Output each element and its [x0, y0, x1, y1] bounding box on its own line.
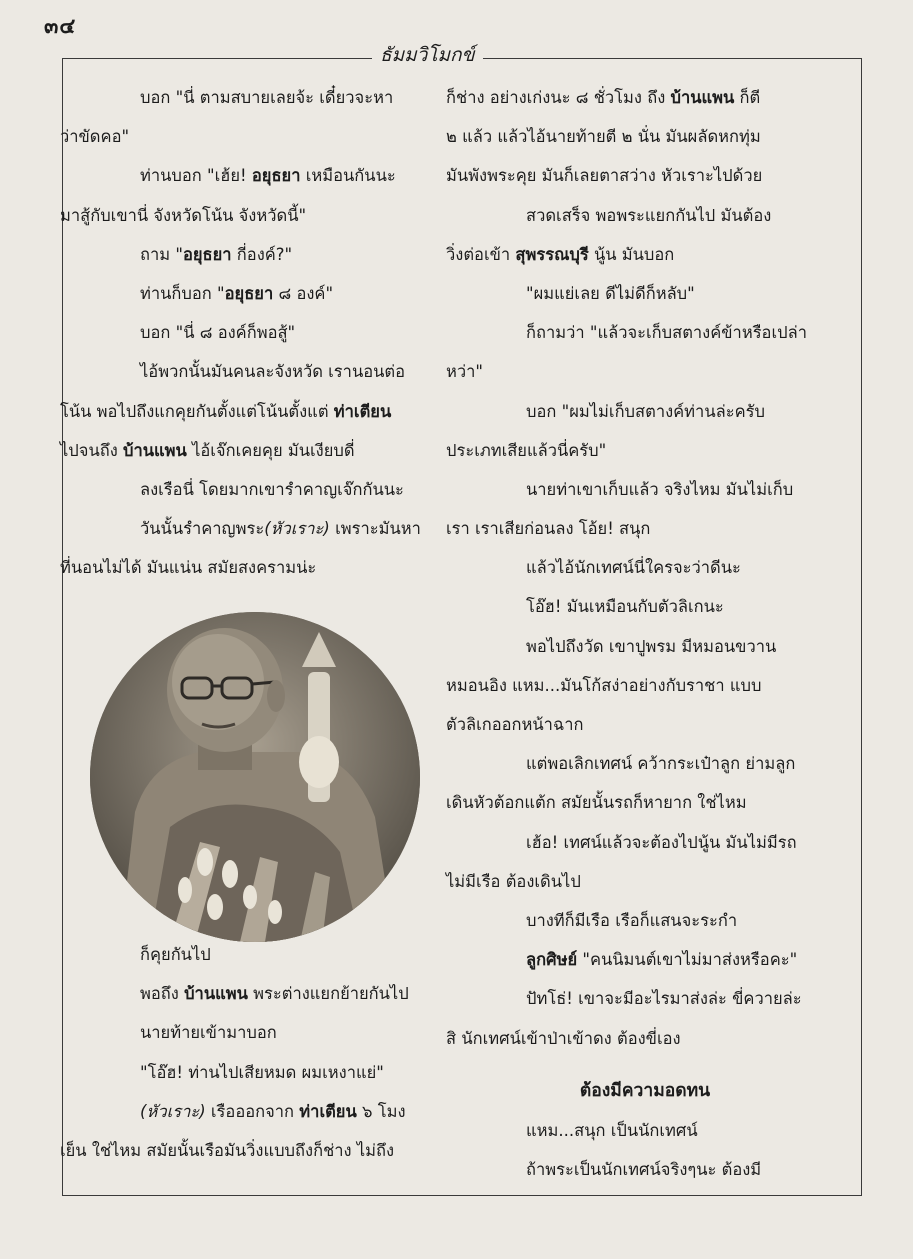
text-line — [446, 979, 844, 1018]
text-line — [446, 548, 844, 587]
text-span: ๘ องค์" — [273, 283, 334, 303]
text-span: ว่าขัดคอ" — [60, 127, 130, 147]
text-line — [60, 156, 436, 195]
text-span: แต่พอเลิกเทศน์ คว้ากระเป๋าลูก ย่ามลูก — [526, 754, 796, 774]
text-line — [60, 974, 436, 1013]
text-line — [60, 470, 436, 509]
text-span: พอถึง — [140, 984, 185, 1004]
text-span: ๖ โมง — [356, 1101, 406, 1121]
text-line — [446, 705, 844, 744]
text-span: ก็ตี — [734, 88, 761, 107]
text-span: ไอ้พวกนั้นมันคนละจังหวัด เรานอนต่อ — [140, 362, 406, 382]
text-span: พระต่างแยกย้ายกันไป — [247, 984, 409, 1004]
monk-photo-icon — [90, 612, 420, 942]
text-line — [60, 117, 436, 156]
bold-text: อยุธยา — [224, 283, 274, 303]
text-span: แหม...สนุก เป็นนักเทศน์ — [526, 1120, 698, 1140]
text-line — [446, 823, 844, 862]
text-line — [446, 274, 844, 313]
text-span: ไม่มีเรือ ต้องเดินไป — [446, 871, 581, 891]
text-line — [446, 235, 844, 274]
text-span: ถ้าพระเป็นนักเทศน์จริงๆนะ ต้องมี — [526, 1160, 762, 1180]
text-line — [446, 862, 844, 901]
bold-text: บ้านแพน — [670, 88, 735, 107]
text-span: ลงเรือนี่ โดยมากเขารำคาญเจ๊กกันนะ — [140, 479, 404, 499]
text-span: วันนั้นรำคาญพระ — [140, 519, 265, 539]
text-line — [60, 935, 436, 974]
bold-text: ท่าเตียน — [333, 401, 392, 421]
text-span: มาสู้กับเขานี่ จังหวัดโน้น จังหวัดนี้" — [60, 205, 307, 225]
text-span: ท่านบอก "เฮ้ย! — [140, 166, 252, 186]
text-span: ตัวลิเกออกหน้าฉาก — [446, 715, 584, 734]
bold-text: บ้านแพน — [123, 440, 187, 460]
text-span: "โอ๊ฮ! ท่านไปเสียหมด ผมเหงาแย่" — [140, 1062, 384, 1082]
text-span: ประเภทเสียแล้วนี่ครับ" — [446, 440, 607, 460]
bold-text: ท่าเตียน — [299, 1101, 357, 1121]
text-line — [60, 313, 436, 352]
bold-text: อยุธยา — [251, 166, 301, 186]
text-line — [446, 431, 844, 470]
text-span: สิ นักเทศน์เข้าป่าเข้าดง ต้องขี่เอง — [446, 1028, 681, 1048]
text-span: ไปจนถึง — [60, 440, 124, 460]
right-column — [446, 78, 844, 1189]
text-span: เฮ้อ! เทศน์แล้วจะต้องไปนู้น มันไม่มีรถ — [526, 832, 797, 852]
text-span: วิ่งต่อเข้า — [446, 244, 516, 264]
text-line — [60, 1092, 436, 1131]
text-line — [446, 1019, 844, 1058]
text-span: ก็คุยกันไป — [140, 945, 211, 964]
text-span: นายท่าเขาเก็บแล้ว จริงไหม มันไม่เก็บ — [526, 479, 794, 499]
text-span: นายท้ายเข้ามาบอก — [140, 1023, 277, 1043]
text-line — [60, 235, 436, 274]
text-span: หว่า" — [446, 362, 483, 382]
text-line — [446, 78, 844, 117]
text-span: ๒ แล้ว แล้วไอ้นายท้ายตี ๒ นั่น มันผลัดหกทุ่ม — [446, 127, 761, 147]
text-line — [446, 1111, 844, 1150]
text-line — [446, 627, 844, 666]
text-span: บางทีก็มีเรือ เรือก็แสนจะระกำ — [526, 910, 738, 930]
page-number: ๓๔ — [44, 14, 77, 38]
text-line — [446, 352, 844, 391]
text-span: เหมือนกันนะ — [300, 166, 396, 186]
text-span: โน้น พอไปถึงแกคุยกันตั้งแต่โน้นตั้งแต่ — [60, 401, 334, 421]
italic-text: (หัวเราะ) — [140, 1101, 206, 1121]
text-line — [446, 587, 844, 626]
text-span: "คนนิมนต์เขาไม่มาส่งหรือคะ" — [577, 950, 798, 970]
running-head: ธัมมวิโมกข์ — [372, 40, 483, 70]
monk-photo — [90, 612, 420, 942]
text-line — [446, 901, 844, 940]
text-line — [60, 392, 436, 431]
bold-text: บ้านแพน — [184, 984, 248, 1004]
text-line — [60, 1013, 436, 1052]
text-span: บอก "นี่ ตามสบายเลยจ้ะ เดี๋ยวจะหา — [140, 88, 394, 107]
text-line — [446, 196, 844, 235]
text-span: มันพังพระคุย มันก็เลยตาสว่าง หัวเราะไปด้วย — [446, 166, 763, 186]
text-line — [446, 783, 844, 822]
italic-text: (หัวเราะ) — [264, 519, 330, 539]
text-span: เย็น ใช่ไหม สมัยนั้นเรือมันวิ่งแบบถึงก็ช่าง ไม่ถึง — [60, 1140, 395, 1160]
text-line — [60, 431, 436, 470]
text-line — [60, 548, 436, 587]
text-span: ก็ช่าง อย่างเก่งนะ ๘ ชั่วโมง ถึง — [446, 88, 671, 107]
text-line — [60, 196, 436, 235]
left-column-bottom — [60, 935, 436, 1170]
text-span: ถาม " — [140, 244, 183, 264]
text-span: เรือออกจาก — [205, 1101, 300, 1121]
text-span: นู้น มันบอก — [588, 244, 675, 264]
text-line — [60, 274, 436, 313]
text-line — [60, 78, 436, 117]
text-line — [446, 117, 844, 156]
text-span: ก็ถามว่า "แล้วจะเก็บสตางค์ข้าหรือเปล่า — [526, 323, 807, 343]
section-heading: ต้องมีความอดทน — [579, 1080, 711, 1101]
text-line — [446, 1150, 844, 1189]
bold-text: ลูกศิษย์ — [526, 950, 578, 970]
text-line — [446, 940, 844, 979]
text-span: กี่องค์?" — [231, 244, 293, 264]
left-column-top — [60, 78, 436, 587]
text-line — [446, 666, 844, 705]
text-line — [60, 509, 436, 548]
text-line — [446, 392, 844, 431]
text-line — [446, 744, 844, 783]
text-line — [446, 313, 844, 352]
text-span: พอไปถึงวัด เขาปูพรม มีหมอนขวาน — [526, 636, 777, 656]
text-span: ไอ้เจ๊กเคยคุย มันเงียบดี่ — [186, 440, 355, 460]
text-span: เรา เราเสียก่อนลง โอ้ย! สนุก — [446, 519, 651, 539]
bold-text: อยุธยา — [182, 244, 232, 264]
text-line — [60, 1131, 436, 1170]
text-span: ที่นอนไม่ได้ มันแน่น สมัยสงครามน่ะ — [60, 558, 317, 578]
bold-text: สุพรรณบุรี — [515, 244, 589, 264]
text-span: แล้วไอ้นักเทศน์นี่ใครจะว่าดีนะ — [526, 558, 741, 578]
text-span: ท่านก็บอก " — [140, 283, 225, 303]
text-span: "ผมแย่เลย ดีไม่ดีก็หลับ" — [526, 283, 695, 303]
text-line — [446, 470, 844, 509]
text-span: โอ๊ฮ! มันเหมือนกับตัวลิเกนะ — [526, 597, 724, 617]
text-line — [446, 509, 844, 548]
text-span: หมอนอิง แหม...มันโก้สง่าอย่างกับราชา แบบ — [446, 675, 762, 695]
text-line — [60, 1053, 436, 1092]
text-span: เพราะมันหา — [329, 519, 421, 539]
text-line — [60, 352, 436, 391]
text-span: สวดเสร็จ พอพระแยกกันไป มันต้อง — [526, 205, 772, 225]
text-span: บอก "นี่ ๘ องค์ก็พอสู้" — [140, 323, 296, 343]
text-span: บอก "ผมไม่เก็บสตางค์ท่านล่ะครับ — [526, 401, 765, 421]
text-line — [446, 156, 844, 195]
text-span: เดินหัวต้อกแต้ก สมัยนั้นรถก็หายาก ใช่ไหม — [446, 793, 747, 813]
text-span: ปัทโธ่! เขาจะมีอะไรมาส่งล่ะ ขี่ควายล่ะ — [526, 989, 802, 1009]
